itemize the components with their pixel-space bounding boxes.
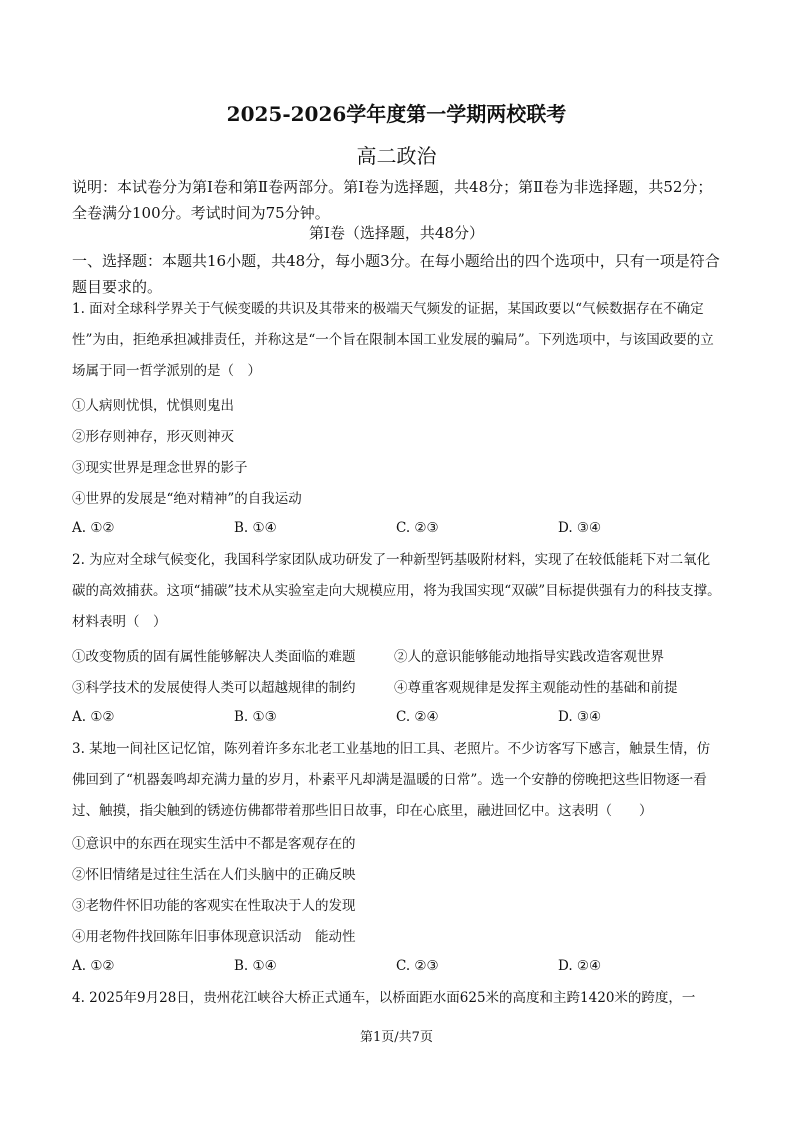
question-2-choice-a: A. ①②	[72, 709, 115, 725]
exam-subject: 高二政治	[356, 144, 437, 168]
question-1-item-3: ③现实世界是理念世界的影子	[72, 460, 248, 476]
question-1-item-2: ②形存则神存，形灭则神灭	[72, 429, 234, 445]
question-1-choice-c: C. ②③	[396, 520, 439, 536]
question-1-choice-d: D. ③④	[558, 520, 602, 536]
question-3-stem: 3. 某地一间社区记忆馆，陈列着许多东北老工业基地的旧工具、老照片。不少访客写下感言，触景生情，仿佛回到了“机器轰鸣却充满力量的岁月，朴素平凡却满是温暖的日常”。选一个安静的傍晚把这些旧物逐一看过、触摸，指尖触到的锈迹仿佛都带着那些旧日故事，印在心底里，融进回忆中。这表明（ ）	[72, 741, 711, 819]
question-2-choice-b: B. ①③	[234, 709, 277, 725]
question-2-item-4: ④尊重客观规律是发挥主观能动性的基础和前提	[394, 680, 678, 696]
question-3-choice-c: C. ②③	[396, 958, 439, 974]
exam-intro: 说明：本试卷分为第Ⅰ卷和第Ⅱ卷两部分。第Ⅰ卷为选择题，共48分；第Ⅱ卷为非选择题，共52分；全卷满分100分。考试时间为75分钟。	[72, 178, 713, 222]
question-3-item-4: ④用老物件找回陈年旧事体现意识活动 能动性	[72, 929, 356, 945]
question-2-choice-c: C. ②④	[396, 709, 439, 725]
question-3-item-2: ②怀旧情绪是过往生活在人们头脑中的正确反映	[72, 867, 356, 883]
question-3-item-1: ①意识中的东西在现实生活中不都是客观存在的	[72, 836, 356, 852]
question-3-item-3: ③老物件怀旧功能的客观实在性取决于人的发现	[72, 898, 356, 914]
question-1-choice-a: A. ①②	[72, 520, 115, 536]
exam-title: 2025-2026学年度第一学期两校联考	[226, 102, 567, 126]
question-4-stem: 4. 2025年9月28日，贵州花江峡谷大桥正式通车，以桥面距水面625米的高度和主跨1420米的跨度，一	[72, 990, 696, 1006]
question-2-stem: 2. 为应对全球气候变化，我国科学家团队成功研发了一种新型钙基吸附材料，实现了在较低能耗下对二氧化碳的高效捕获。这项“捕碳”技术从实验室走向大规模应用，将为我国实现“双碳”目标提供强有力的科技支撑。材料表明（ ）	[72, 552, 721, 630]
question-1-item-1: ①人病则忧惧，忧惧则鬼出	[72, 398, 234, 414]
question-1-choice-b: B. ①④	[234, 520, 277, 536]
question-2-choice-d: D. ③④	[558, 709, 602, 725]
question-3-choice-b: B. ①④	[234, 958, 277, 974]
section-instructions: 一、选择题：本题共16小题，共48分，每小题3分。在每小题给出的四个选项中，只有一项是符合题目要求的。	[72, 252, 720, 296]
question-1-stem: 1. 面对全球科学界关于气候变暖的共识及其带来的极端天气频发的证据，某国政要以“气候数据存在不确定性”为由，拒绝承担减排责任，并称这是“一个旨在限制本国工业发展的骗局”。下列选项中，与该国政要的立场属于同一哲学派别的是（ ）	[72, 301, 714, 379]
question-1-item-4: ④世界的发展是“绝对精神”的自我运动	[72, 491, 302, 507]
question-2-item-3: ③科学技术的发展使得人类可以超越规律的制约	[72, 680, 356, 696]
section-title: 第Ⅰ卷（选择题，共48分）	[308, 224, 484, 242]
question-3-choice-d: D. ②④	[558, 958, 602, 974]
page-footer: 第1页/共7页	[360, 1030, 433, 1045]
question-3-choice-a: A. ①②	[72, 958, 115, 974]
question-2-item-1: ①改变物质的固有属性能够解决人类面临的难题	[72, 649, 356, 665]
question-2-item-2: ②人的意识能够能动地指导实践改造客观世界	[394, 649, 664, 665]
